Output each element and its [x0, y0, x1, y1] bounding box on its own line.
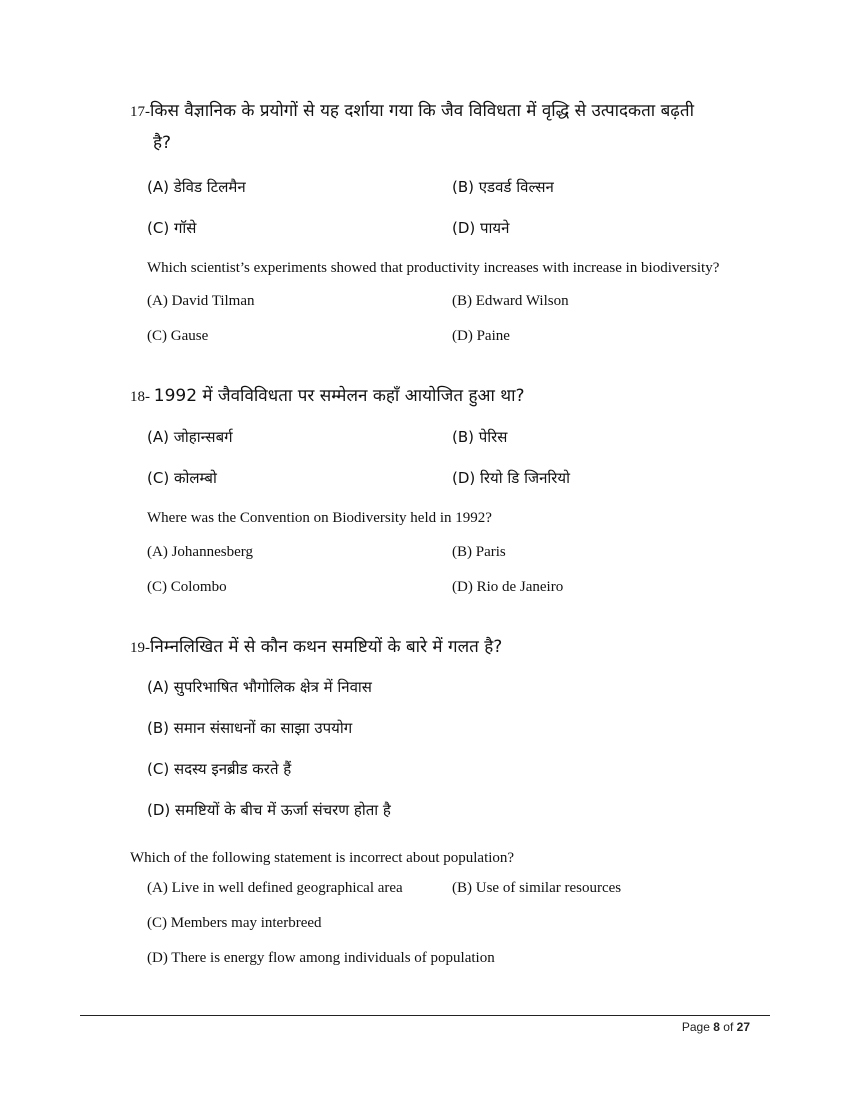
question-19-text — [130, 637, 502, 658]
question-hindi-line-1: निम्नलिखित में से कौन कथन समष्टियों के बारे में गलत है? — [150, 637, 503, 657]
total-pages: 27 — [736, 1020, 750, 1034]
question-hindi-line-1: किस वैज्ञानिक के प्रयोगों से यह दर्शाया गया कि जैव विविधता में वृद्धि से उत्पादकता बढ़ती — [150, 101, 694, 121]
option-english-b: (B) Edward Wilson — [452, 293, 569, 309]
page-number: 8 — [713, 1020, 720, 1034]
option-hindi-c: (C) कोलम्बो — [147, 469, 217, 487]
option-hindi-a: (A) सुपरिभाषित भौगोलिक क्षेत्र में निवास — [147, 678, 372, 696]
question-english-text: Which scientist’s experiments showed that productivity increases with increase in biodiversity? — [147, 260, 720, 276]
option-hindi-b: (B) समान संसाधनों का साझा उपयोग — [147, 719, 353, 737]
option-hindi-b: (B) एडवर्ड विल्सन — [452, 178, 554, 196]
question-17-text — [130, 101, 694, 122]
question-number: 17- — [130, 104, 150, 120]
page-label: Page — [681, 1020, 710, 1034]
question-hindi-line-1: 1992 में जैवविविधता पर सम्मेलन कहाँ आयोजित हुआ था? — [153, 386, 525, 406]
option-hindi-c: (C) गॉसे — [147, 219, 197, 237]
option-english-c: (C) Colombo — [147, 579, 227, 595]
option-english-a: (A) David Tilman — [147, 293, 255, 309]
option-hindi-a: (A) जोहान्सबर्ग — [147, 428, 233, 446]
option-english-c: (C) Members may interbreed — [147, 915, 322, 931]
option-hindi-b: (B) पेरिस — [452, 428, 508, 446]
option-hindi-d: (D) पायने — [452, 219, 510, 237]
question-number: 18- — [130, 389, 150, 405]
option-english-a: (A) Johannesberg — [147, 544, 253, 560]
question-english-text: Where was the Convention on Biodiversity held in 1992? — [147, 510, 492, 526]
option-english-b: (B) Paris — [452, 544, 506, 560]
question-18-text — [130, 386, 525, 407]
option-hindi-c: (C) सदस्य इनब्रीड करते हैं — [147, 760, 292, 778]
option-english-a: (A) Live in well defined geographical area — [147, 880, 403, 896]
question-number: 19- — [130, 640, 150, 656]
option-english-d: (D) Rio de Janeiro — [452, 579, 564, 595]
option-hindi-a: (A) डेविड टिलमैन — [147, 178, 246, 196]
footer-divider — [80, 1015, 770, 1016]
option-hindi-d: (D) समष्टियों के बीच में ऊर्जा संचरण होता है — [147, 801, 391, 819]
of-label: of — [723, 1020, 734, 1034]
option-english-d: (D) There is energy flow among individuals of population — [147, 950, 495, 966]
option-hindi-d: (D) रियो डि जिनरियो — [452, 469, 571, 487]
page-footer — [682, 1020, 750, 1034]
option-english-c: (C) Gause — [147, 328, 209, 344]
question-hindi-line-2: है? — [153, 133, 172, 153]
option-english-d: (D) Paine — [452, 328, 510, 344]
question-english-text: Which of the following statement is incorrect about population? — [130, 850, 515, 866]
option-english-b: (B) Use of similar resources — [452, 880, 622, 896]
